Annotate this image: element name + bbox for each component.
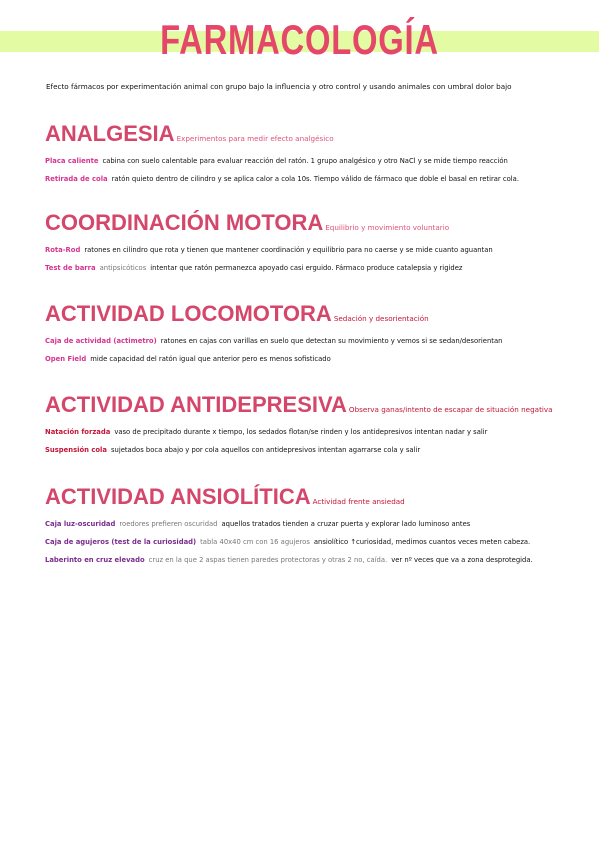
test-name: Placa caliente — [45, 157, 99, 165]
test-description: ratón quieto dentro de cilindro y se aplica calor a cola 10s. Tiempo válido de fármaco que doble el basal en retirar cola. — [111, 175, 519, 183]
test-item — [45, 263, 593, 273]
section-subtitle: Experimentos para medir efecto analgésico — [176, 134, 334, 143]
test-name: Suspensión cola — [45, 446, 107, 454]
section-subtitle: Equilibrio y movimiento voluntario — [325, 223, 450, 232]
test-name: Open Field — [45, 355, 87, 363]
test-description: ratones en cilindro que rota y tienen que mantener coordinación y equilibrio para no caerse y se mide cuanto aguantan — [84, 246, 493, 254]
test-description: intentar que ratón permanezca apoyado casi erguido. Fármaco produce catalepsia y rigidez — [150, 264, 463, 272]
page-title: FARMACOLOGÍA — [160, 16, 439, 63]
test-note: roedores prefieren oscuridad — [119, 520, 218, 528]
section-subtitle: Sedación y desorientación — [333, 314, 429, 323]
test-item — [45, 519, 593, 529]
test-name: Retirada de cola — [45, 175, 108, 183]
intro-text: Efecto fármacos por experimentación animal con grupo bajo la influencia y otro control y usando animales con umbral dolor bajo — [46, 82, 512, 91]
section-header — [45, 209, 593, 237]
section-1 — [45, 209, 593, 273]
test-description: mide capacidad del ratón igual que anterior pero es menos sofisticado — [90, 355, 331, 363]
test-item — [45, 156, 593, 166]
test-description: ratones en cajas con varillas en suelo que detectan su movimiento y vemos si se sedan/desorientan — [160, 337, 503, 345]
section-header — [45, 300, 593, 328]
section-header — [45, 120, 593, 148]
test-description: vaso de precipitado durante x tiempo, los sedados flotan/se rinden y los antidepresivos intentan nadar y salir — [114, 428, 488, 436]
test-name: Caja luz-oscuridad — [45, 520, 116, 528]
test-note: antipsicóticos — [99, 264, 147, 272]
test-name: Rota-Rod — [45, 246, 81, 254]
test-name: Natación forzada — [45, 428, 111, 436]
test-note: tabla 40x40 cm con 16 agujeros — [200, 538, 310, 546]
test-item — [45, 336, 593, 346]
section-title: ACTIVIDAD ANTIDEPRESIVA — [45, 392, 347, 417]
test-name: Caja de actividad (actimetro) — [45, 337, 157, 345]
section-title: ACTIVIDAD ANSIOLÍTICA — [45, 484, 311, 509]
test-name: Laberinto en cruz elevado — [45, 556, 145, 564]
test-description: cabina con suelo calentable para evaluar reacción del ratón. 1 grupo analgésico y otro NaCl y se mide tiempo reacción — [102, 157, 508, 165]
test-description: sujetados boca abajo y por cola aquellos con antidepresivos intentan agarrarse cola y salir — [110, 446, 421, 454]
test-item — [45, 555, 593, 565]
section-0 — [45, 120, 593, 184]
section-subtitle: Actividad frente ansiedad — [312, 497, 405, 506]
test-description: ver nº veces que va a zona desprotegida. — [391, 556, 533, 564]
test-name: Caja de agujeros (test de la curiosidad) — [45, 538, 197, 546]
test-item — [45, 427, 593, 437]
test-item — [45, 537, 593, 547]
test-item — [45, 245, 593, 255]
section-2 — [45, 300, 593, 364]
test-description: aquellos tratados tienden a cruzar puerta y explorar lado luminoso antes — [221, 520, 471, 528]
test-item — [45, 445, 593, 455]
section-subtitle: Observa ganas/intento de escapar de situación negativa — [348, 405, 553, 414]
test-note: cruz en la que 2 aspas tienen paredes protectoras y otras 2 no, caída. — [148, 556, 388, 564]
test-item — [45, 174, 593, 184]
section-header — [45, 391, 593, 419]
test-item — [45, 354, 593, 364]
section-title: ACTIVIDAD LOCOMOTORA — [45, 301, 332, 326]
test-name: Test de barra — [45, 264, 96, 272]
section-title: ANALGESIA — [45, 121, 175, 146]
section-4 — [45, 483, 593, 565]
section-title: COORDINACIÓN MOTORA — [45, 210, 324, 235]
section-header — [45, 483, 593, 511]
section-3 — [45, 391, 593, 455]
test-description: ansiolítico ↑curiosidad, medimos cuantos veces meten cabeza. — [313, 538, 531, 546]
